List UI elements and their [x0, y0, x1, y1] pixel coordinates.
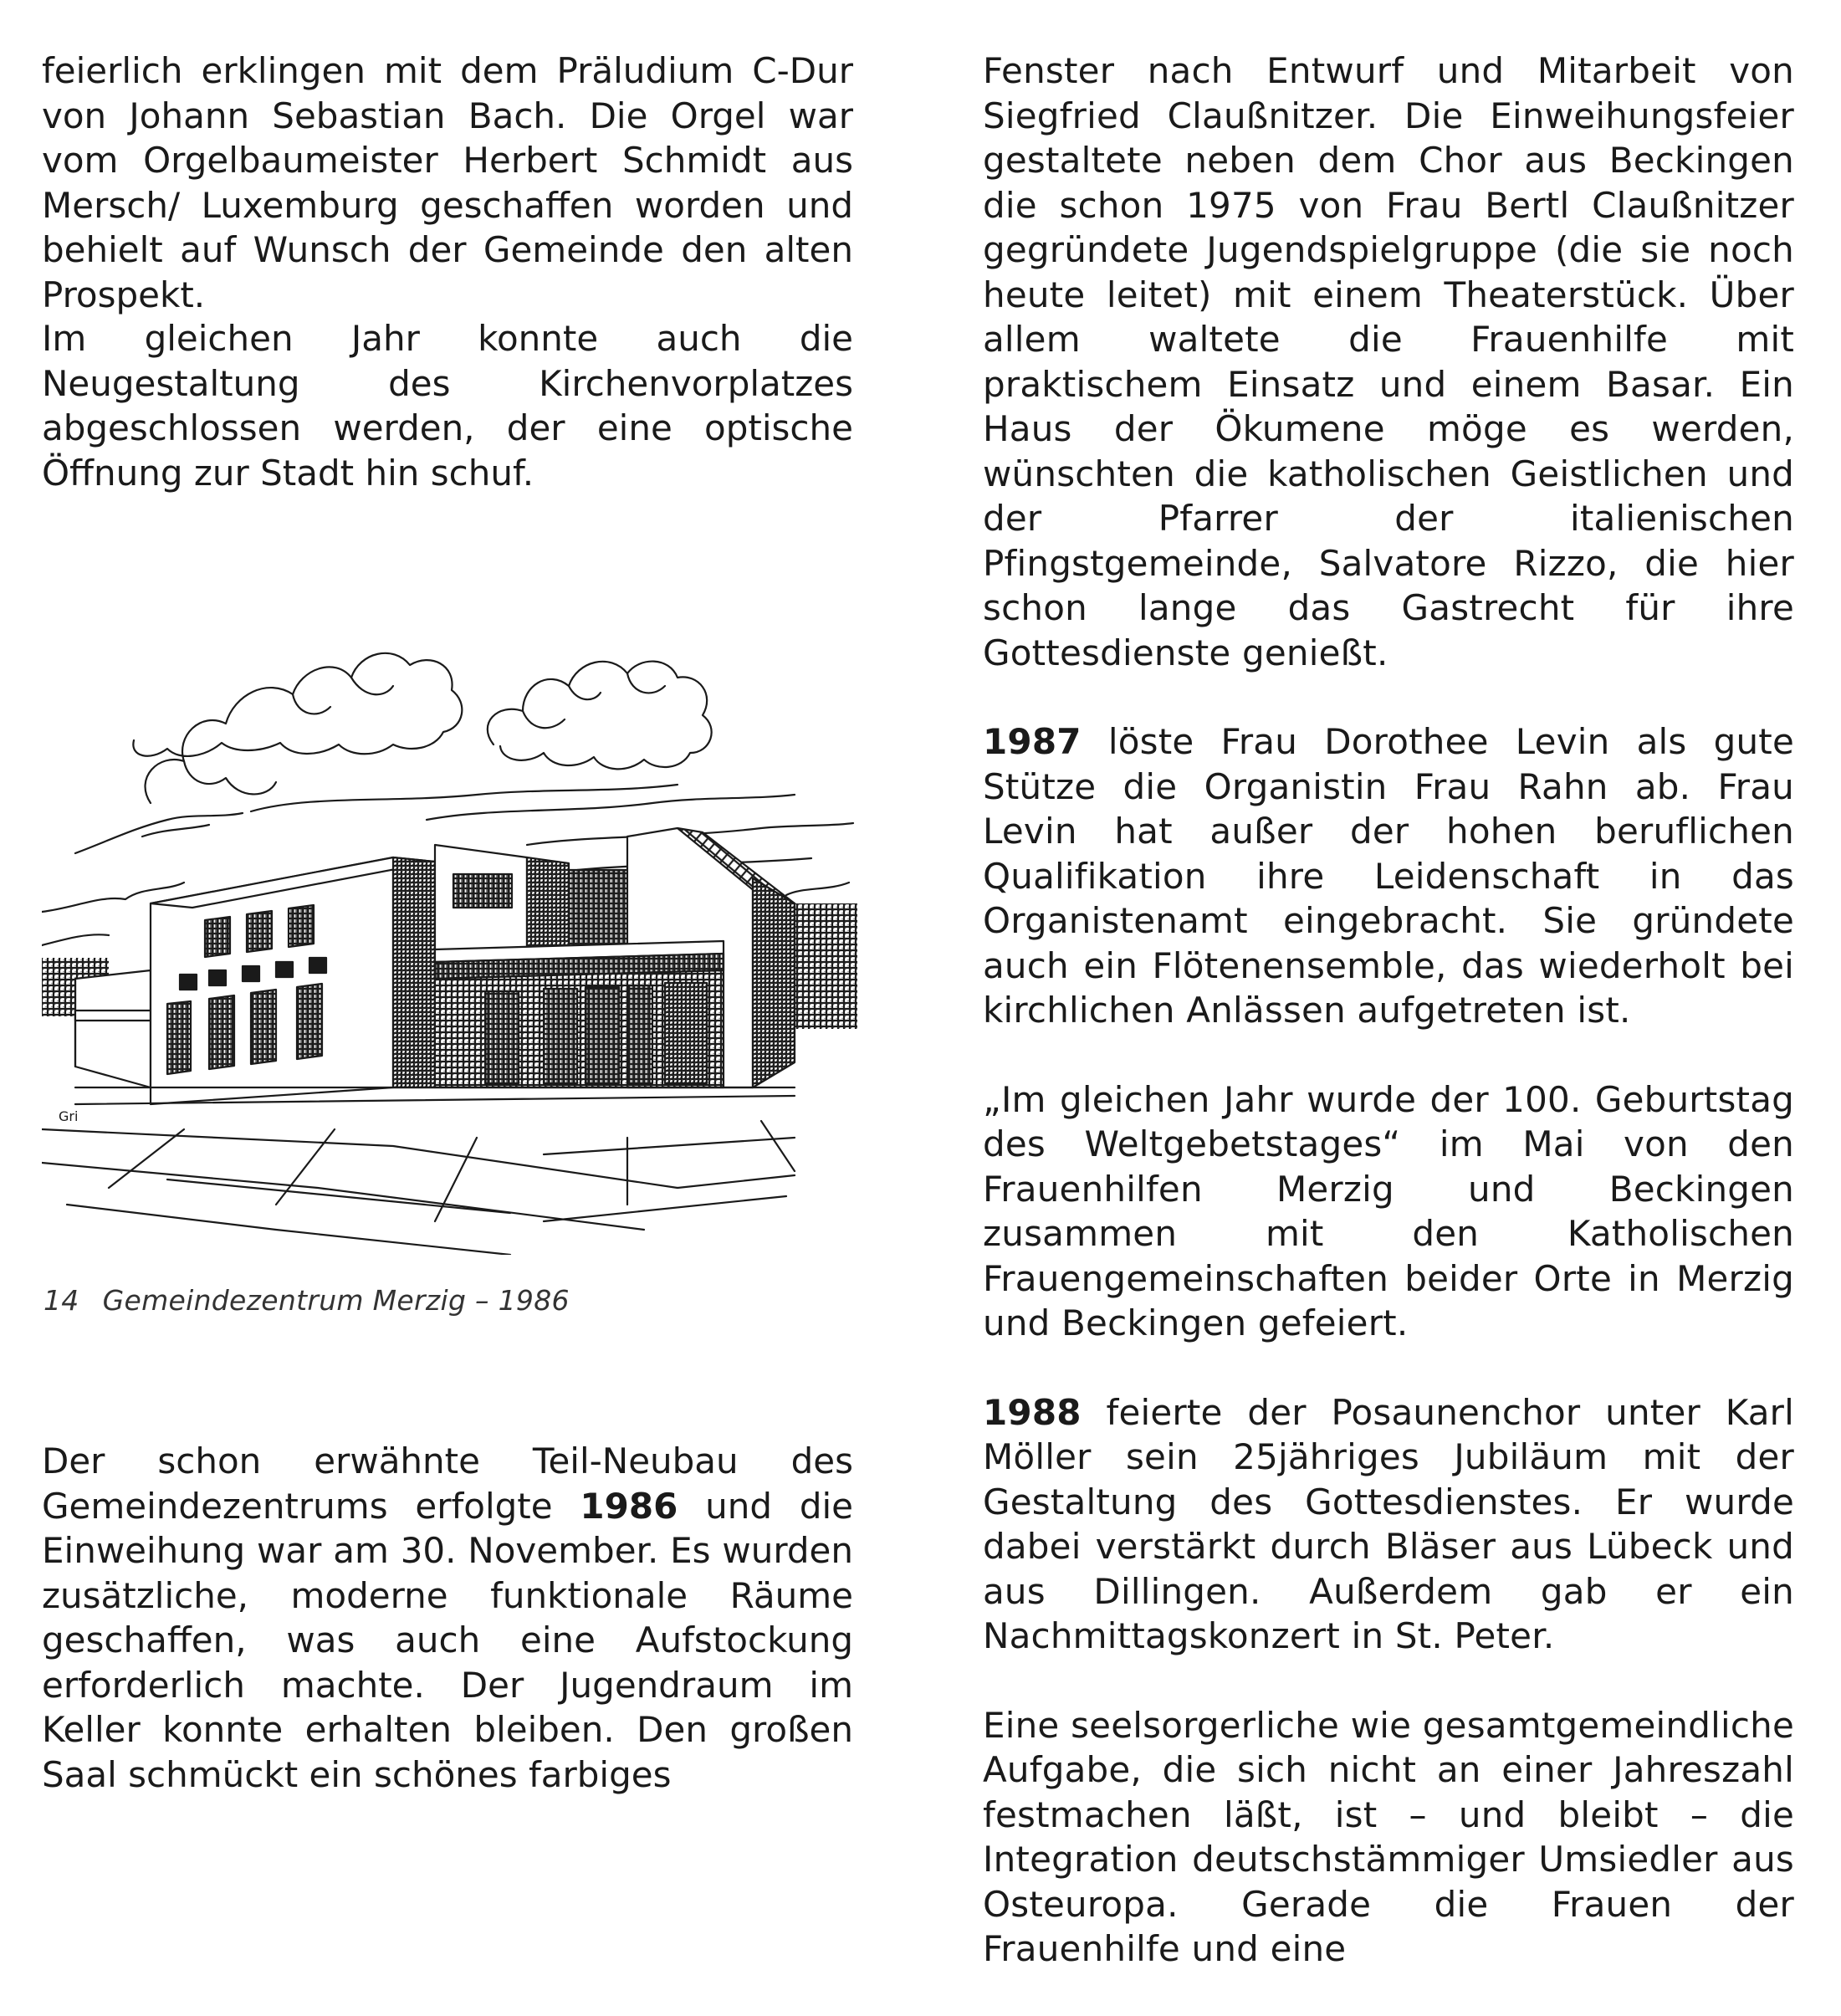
text-span: feierte der Posaunenchor unter Karl Möller sein 25jähriges Jubiläum mit der Gestaltung des Gottesdienstes. Er wurde dabei verstärkt durch Bläser aus Lübeck und aus Dillingen. Außerdem gab er ein Nachmittagskonzert in St. Peter.	[983, 1391, 1794, 1656]
paragraph-neubau	[42, 1439, 853, 1797]
year-1987: 1987	[983, 721, 1082, 762]
paragraph-vorplatz: Im gleichen Jahr konnte auch die Neugestaltung des Kirchenvorplatzes abgeschlossen werden, der eine optische Öffnung zur Stadt hin schuf.	[42, 318, 853, 494]
figure-caption-text: Gemeindezentrum Merzig – 1986	[102, 1284, 570, 1317]
paragraph-einweihung: Fenster nach Entwurf und Mitarbeit von Siegfried Claußnitzer. Die Einweihungsfeier gestaltete neben dem Chor aus Beckingen die schon 1975 von Frau Bertl Claußnitzer gegründete Jugendspielgruppe (die sie noch heute leitet) mit einem Theaterstück. Über allem waltete die Frauenhilfe mit praktischem Einsatz und einem Basar. Ein Haus der Ökumene möge es werden, wünschten die katholischen Geistlichen und der Pfarrer der italienischen Pfingstgemeinde, Salvatore Rizzo, die hier schon lange das Gastrecht für ihre Gottesdienste genießt.	[983, 50, 1794, 673]
year-1988: 1988	[983, 1391, 1082, 1433]
paragraph-weltgebetstag: „Im gleichen Jahr wurde der 100. Geburtstag des Weltgebetstages“ im Mai von den Frauenhilfen Merzig und Beckingen zusammen mit den Katholischen Frauengemeinschaften beider Orte in Merzig und Beckingen gefeiert.	[983, 1078, 1794, 1343]
text-span: Der schon erwähnte Teil-Neubau des Gemeindezentrums erfolgte	[42, 1440, 853, 1527]
text-span: und die Einweihung war am 30. November. Es wurden zusätzliche, moderne funktionale Räume geschaffen, was auch eine Aufstockung erforderlich machte. Der Jugendraum im Keller konnte erhalten bleiben. Den großen Saal schmückt ein schönes farbiges	[42, 1485, 853, 1795]
paragraph-1987	[983, 719, 1794, 1033]
year-1986: 1986	[580, 1485, 678, 1527]
figure-caption	[43, 1284, 570, 1317]
paragraph-organ: feierlich erklingen mit dem Präludium C-Dur von Johann Sebastian Bach. Die Orgel war vom Orgelbaumeister Herbert Schmidt aus Mersch/ Luxemburg geschaffen worden und behielt auf Wunsch der Gemeinde den alten Prospekt.	[42, 50, 853, 315]
figure-number: 14	[43, 1284, 79, 1317]
text-span: löste Frau Dorothee Levin als gute Stütze die Organistin Frau Rahn ab. Frau Levin hat außer der hohen beruflichen Qualifikation ihre Leidenschaft in das Organistenamt eingebracht. Sie gründete auch ein Flötenensemble, das wiederholt bei kirchlichen Anlässen aufgetreten ist.	[983, 721, 1794, 1031]
paragraph-integration: Eine seelsorgerliche wie gesamtgemeindliche Aufgabe, die sich nicht an einer Jahreszahl festmachen läßt, ist – und bleibt – die Integration deutschstämmiger Umsiedler aus Osteuropa. Gerade die Frauen der Frauenhilfe und eine	[983, 1704, 1794, 1969]
left-paragraph-3	[42, 1439, 853, 1797]
right-column	[983, 49, 1794, 2016]
left-paragraph-1	[42, 49, 853, 317]
building-illustration	[42, 552, 862, 1255]
artist-signature: Gri	[59, 1108, 79, 1124]
paragraph-1988	[983, 1390, 1794, 1659]
left-paragraph-2	[42, 316, 853, 495]
